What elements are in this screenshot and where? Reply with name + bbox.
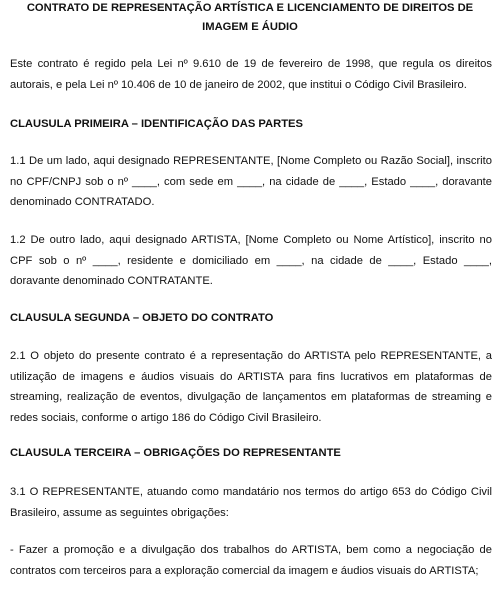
clause-3-heading: CLAUSULA TERCEIRA – OBRIGAÇÕES DO REPRESENTANTE [10,447,341,459]
clause-3-list-item-1: - Fazer a promoção e a divulgação dos trabalhos do ARTISTA, bem como a negociação de contratos com terceiros para a exploração comercial da imagem e áudios visuais do ARTISTA; [10,544,492,577]
clause-1-heading: CLAUSULA PRIMEIRA – IDENTIFICAÇÃO DAS PARTES [10,118,303,130]
clause-1-paragraph-1: 1.1 De um lado, aqui designado REPRESENTANTE, [Nome Completo ou Razão Social], inscrito no CPF/CNPJ sob o nº ____, com sede em ____, na cidade de ____, Estado ____, doravante denominado CONTRATADO. [10,155,492,208]
intro-paragraph: Este contrato é regido pela Lei nº 9.610 de 19 de fevereiro de 1998, que regula os direitos autorais, e pela Lei nº 10.406 de 10 de janeiro de 2002, que institui o Código Civil Brasileiro. [10,58,492,91]
clause-3-paragraph-1: 3.1 O REPRESENTANTE, atuando como mandatário nos termos do artigo 653 do Código Civil Brasileiro, assume as seguintes obrigações: [10,486,492,519]
clause-2-paragraph-1: 2.1 O objeto do presente contrato é a representação do ARTISTA pelo REPRESENTANTE, a utilização de imagens e áudios visuais do ARTISTA para fins lucrativos em plataformas de streaming, realização de eventos, divulgação de lançamentos em plataformas de streaming e redes sociais, conforme o artigo 186 do Código Civil Brasileiro. [10,350,492,424]
clause-2-heading: CLAUSULA SEGUNDA – OBJETO DO CONTRATO [10,312,274,324]
document-title: CONTRATO DE REPRESENTAÇÃO ARTÍSTICA E LICENCIAMENTO DE DIREITOS DE IMAGEM E ÁUDIO [26,2,474,33]
clause-1-paragraph-2: 1.2 De outro lado, aqui designado ARTISTA, [Nome Completo ou Nome Artístico], inscrito no CPF sob o nº ____, residente e domiciliado em ____, na cidade de ____, Estado ____, doravante denominado CONTRATANTE. [10,234,492,287]
